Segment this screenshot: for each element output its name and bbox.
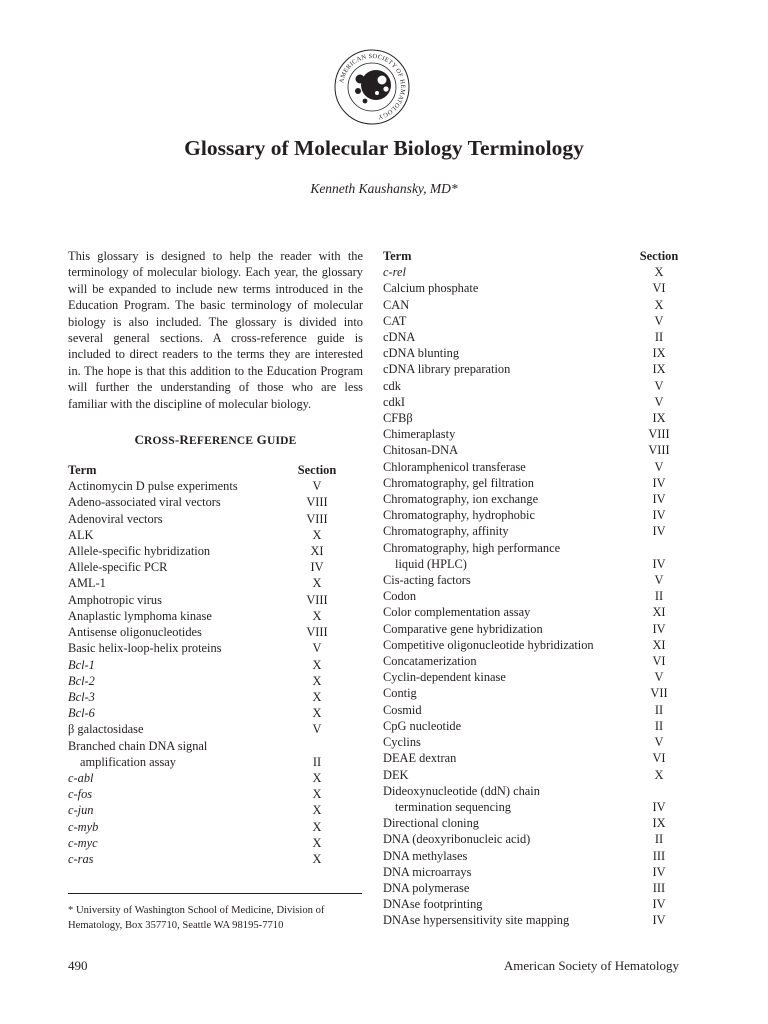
table-row — [383, 864, 683, 880]
table-row — [68, 721, 363, 737]
term-cell — [383, 669, 635, 685]
table-row — [383, 653, 683, 669]
term-text: c-ras — [68, 851, 94, 866]
section-cell: VI — [652, 751, 666, 766]
term-cell — [68, 673, 271, 689]
section-cell: X — [312, 689, 322, 704]
term-text: CpG nucleotide — [383, 718, 462, 733]
table-row — [383, 475, 683, 491]
term-text: Bcl-1 — [68, 657, 95, 672]
term-cell — [383, 912, 635, 928]
table-row — [68, 559, 363, 575]
term-cell — [68, 738, 271, 754]
term-cell — [68, 494, 271, 510]
section-cell: IV — [652, 864, 666, 879]
section-cell: V — [312, 641, 322, 656]
table-row — [383, 685, 683, 701]
section-cell: IV — [652, 897, 666, 912]
term-text: c-abl — [68, 770, 94, 785]
term-cell — [383, 329, 635, 345]
section-cell: V — [654, 735, 664, 750]
table-row — [383, 459, 683, 475]
table-row — [68, 802, 363, 818]
left-column — [68, 248, 363, 867]
section-cell: VI — [652, 281, 666, 296]
section-cell: X — [312, 608, 322, 623]
table-row — [383, 750, 683, 766]
term-text: Chimeraplasty — [383, 427, 456, 442]
term-text: Adenoviral vectors — [68, 511, 163, 526]
section-cell: V — [654, 313, 664, 328]
term-text: Chromatography, hydrophobic — [383, 508, 535, 523]
page-title: Glossary of Molecular Biology Terminology — [184, 136, 584, 160]
term-text: Cis-acting factors — [383, 573, 471, 588]
term-text: Contig — [383, 686, 417, 701]
table-row — [383, 848, 683, 864]
table-row — [68, 657, 363, 673]
section-cell: VIII — [306, 625, 328, 640]
term-text: termination sequencing — [395, 799, 511, 814]
term-text: cDNA — [383, 330, 416, 345]
term-cell — [68, 608, 271, 624]
section-cell: II — [654, 718, 664, 733]
section-cell: V — [312, 722, 322, 737]
term-text: Anaplastic lymphoma kinase — [68, 608, 212, 623]
right-column — [383, 248, 683, 929]
section-cell: VIII — [306, 592, 328, 607]
term-cell — [383, 264, 635, 280]
term-cell — [383, 734, 635, 750]
section-cell: XI — [652, 605, 666, 620]
term-cell — [68, 705, 271, 721]
section-cell: X — [312, 527, 322, 542]
term-text: Chromatography, ion exchange — [383, 492, 539, 507]
term-cell — [68, 819, 271, 835]
term-text: β galactosidase — [68, 722, 144, 737]
section-cell: VI — [652, 654, 666, 669]
term-cell — [383, 750, 635, 766]
section-cell: XI — [310, 544, 324, 559]
section-cell: IV — [310, 560, 324, 575]
section-cell: V — [654, 573, 664, 588]
section-cell — [271, 738, 363, 754]
table-row — [383, 313, 683, 329]
table-row — [383, 572, 683, 588]
table-row — [68, 786, 363, 802]
term-text: Concatamerization — [383, 654, 477, 669]
table-row — [383, 588, 683, 604]
term-text: c-rel — [383, 265, 406, 280]
table-row — [383, 880, 683, 896]
table-row — [68, 689, 363, 705]
table-row — [383, 507, 683, 523]
table-row — [68, 770, 363, 786]
term-text: amplification assay — [80, 754, 176, 769]
section-cell: VIII — [306, 511, 328, 526]
section-cell: X — [654, 297, 664, 312]
logo-ring-text: AMERICAN SOCIETY OF HEMATOLOGY — [338, 52, 407, 121]
term-cell — [68, 835, 271, 851]
table-row — [68, 640, 363, 656]
term-text: DNAse footprinting — [383, 897, 483, 912]
table-row — [383, 604, 683, 620]
term-column-header: Term — [383, 249, 412, 263]
term-text: Bcl-3 — [68, 689, 95, 704]
table-row — [68, 494, 363, 510]
section-cell: XI — [652, 637, 666, 652]
term-text: DEK — [383, 767, 409, 782]
term-cell — [383, 507, 635, 523]
table-row — [68, 624, 363, 640]
term-text: Branched chain DNA signal — [68, 738, 208, 753]
term-text: Adeno-associated viral vectors — [68, 495, 221, 510]
term-text: DNA (deoxyribonucleic acid) — [383, 832, 531, 847]
term-text: DNA microarrays — [383, 864, 472, 879]
table-row — [68, 754, 363, 770]
section-cell: II — [654, 702, 664, 717]
section-cell: X — [312, 657, 322, 672]
section-cell: X — [312, 835, 322, 850]
term-text: Codon — [383, 589, 417, 604]
term-text: Amphotropic virus — [68, 592, 162, 607]
term-cell — [383, 523, 635, 539]
section-cell: IX — [652, 362, 666, 377]
table-row — [383, 637, 683, 653]
term-text: Chitosan-DNA — [383, 443, 459, 458]
table-row — [383, 410, 683, 426]
term-column-header: Term — [68, 463, 97, 478]
term-cell — [383, 297, 635, 313]
section-column-header: Section — [639, 249, 679, 263]
term-cell — [68, 851, 271, 867]
term-cell — [68, 770, 271, 786]
table-row — [383, 702, 683, 718]
term-text: Cosmid — [383, 702, 422, 717]
term-text: CAN — [383, 297, 410, 312]
section-cell: VIII — [648, 443, 670, 458]
table-row — [68, 511, 363, 527]
term-cell — [68, 478, 271, 494]
term-cell — [68, 543, 271, 559]
section-cell: V — [654, 459, 664, 474]
table-row — [383, 426, 683, 442]
term-text: Allele-specific PCR — [68, 560, 168, 575]
term-cell — [68, 786, 271, 802]
cross-reference-table-left — [68, 462, 363, 867]
term-text: cDNA library preparation — [383, 362, 511, 377]
term-text: Cyclin-dependent kinase — [383, 670, 506, 685]
table-row — [68, 543, 363, 559]
section-cell: X — [312, 706, 322, 721]
term-text: cDNA blunting — [383, 346, 460, 361]
term-cell — [383, 475, 635, 491]
section-cell: VIII — [648, 427, 670, 442]
table-row — [383, 734, 683, 750]
term-cell — [383, 621, 635, 637]
section-cell — [635, 540, 683, 556]
table-row — [68, 608, 363, 624]
intro-paragraph: This glossary is designed to help the reader with the terminology of molecular biology. Each year, the glossary will be expanded to include new terms introduced in the Education Program. The basic terminology of molecular biology is also included. The glossary is divided into several general sections. A cross-reference guide is included to direct readers to the terms they are interested in. The hope is that this addition to the Education Program will further the understanding of those who are less familiar with the discipline of molecular biology. — [68, 249, 363, 411]
term-cell — [383, 604, 635, 620]
term-cell — [383, 588, 635, 604]
section-cell: III — [652, 880, 666, 895]
table-row — [68, 835, 363, 851]
term-cell — [68, 754, 271, 770]
section-cell: X — [312, 787, 322, 802]
term-cell — [383, 345, 635, 361]
term-text: Actinomycin D pulse experiments — [68, 479, 238, 494]
section-cell — [635, 783, 683, 799]
section-cell: IV — [652, 913, 666, 928]
term-cell — [68, 689, 271, 705]
table-row — [68, 851, 363, 867]
term-text: c-myb — [68, 819, 99, 834]
section-cell: IV — [652, 508, 666, 523]
term-cell — [383, 426, 635, 442]
term-cell — [383, 767, 635, 783]
section-cell: X — [312, 673, 322, 688]
section-cell: X — [654, 265, 664, 280]
term-text: Dideoxynucleotide (ddN) chain — [383, 783, 540, 798]
term-text: cdkI — [383, 394, 406, 409]
term-text: DNA polymerase — [383, 880, 470, 895]
table-row — [383, 280, 683, 296]
term-cell — [383, 459, 635, 475]
table-row — [383, 799, 683, 815]
term-cell — [383, 702, 635, 718]
term-text: Cyclins — [383, 735, 421, 750]
term-cell — [383, 556, 635, 572]
table-header-row — [68, 462, 363, 478]
table-row — [383, 491, 683, 507]
term-cell — [68, 640, 271, 656]
term-text: c-jun — [68, 803, 94, 818]
term-text: Color complementation assay — [383, 605, 531, 620]
table-header-row — [383, 248, 683, 264]
term-text: Bcl-6 — [68, 706, 95, 721]
table-row — [383, 815, 683, 831]
footnote-divider — [68, 893, 362, 894]
table-row — [68, 478, 363, 494]
section-cell: IV — [652, 492, 666, 507]
section-cell: X — [312, 576, 322, 591]
section-cell: VII — [650, 686, 668, 701]
table-row — [383, 896, 683, 912]
term-text: AML-1 — [68, 576, 106, 591]
term-cell — [383, 799, 635, 815]
table-row — [383, 669, 683, 685]
term-text: Chromatography, high performance — [383, 540, 561, 555]
table-row — [68, 738, 363, 754]
term-cell — [68, 527, 271, 543]
table-row — [68, 527, 363, 543]
section-cell: X — [654, 767, 664, 782]
term-cell — [383, 442, 635, 458]
term-text: DNA methylases — [383, 848, 468, 863]
term-cell — [68, 624, 271, 640]
table-row — [383, 556, 683, 572]
term-cell — [383, 361, 635, 377]
section-cell: V — [654, 378, 664, 393]
table-row — [383, 394, 683, 410]
term-text: c-fos — [68, 787, 93, 802]
page-number: 490 — [68, 958, 88, 973]
section-cell: IV — [652, 556, 666, 571]
term-cell — [383, 572, 635, 588]
term-text: Comparative gene hybridization — [383, 621, 543, 636]
author-line: Kenneth Kaushansky, MD* — [310, 181, 458, 196]
term-text: liquid (HPLC) — [395, 556, 467, 571]
section-cell: IX — [652, 346, 666, 361]
term-text: CFBβ — [383, 411, 413, 426]
term-cell — [383, 831, 635, 847]
table-row — [68, 592, 363, 608]
term-cell — [383, 783, 635, 799]
table-row — [383, 718, 683, 734]
term-text: Competitive oligonucleotide hybridization — [383, 637, 594, 652]
section-cell: IV — [652, 799, 666, 814]
term-text: Directional cloning — [383, 816, 479, 831]
cross-reference-heading: CROSS-REFERENCE GUIDE — [134, 432, 297, 448]
term-text: DNAse hypersensitivity site mapping — [383, 913, 570, 928]
term-text: Basic helix-loop-helix proteins — [68, 641, 222, 656]
section-cell: II — [654, 832, 664, 847]
term-cell — [383, 848, 635, 864]
footnote: * University of Washington School of Medicine, Division of Hematology, Box 357710, Seattle WA 98195-7710 — [68, 905, 325, 931]
section-cell: X — [312, 819, 322, 834]
term-cell — [383, 685, 635, 701]
table-row — [383, 912, 683, 928]
table-row — [383, 378, 683, 394]
journal-name: American Society of Hematology — [503, 958, 679, 973]
term-text: ALK — [68, 527, 94, 542]
term-text: Bcl-2 — [68, 673, 95, 688]
term-cell — [383, 880, 635, 896]
table-row — [383, 361, 683, 377]
term-text: Chromatography, gel filtration — [383, 475, 534, 490]
term-cell — [383, 718, 635, 734]
section-cell: II — [654, 589, 664, 604]
section-cell: IX — [652, 411, 666, 426]
section-cell: X — [312, 803, 322, 818]
term-cell — [383, 313, 635, 329]
term-text: Chloramphenicol transferase — [383, 459, 526, 474]
term-cell — [383, 394, 635, 410]
term-text: Allele-specific hybridization — [68, 544, 211, 559]
table-row — [68, 705, 363, 721]
cross-reference-table-right — [383, 248, 683, 929]
term-cell — [68, 575, 271, 591]
term-cell — [383, 896, 635, 912]
section-cell: VIII — [306, 495, 328, 510]
table-row — [383, 767, 683, 783]
table-row — [383, 329, 683, 345]
term-cell — [383, 410, 635, 426]
term-cell — [68, 592, 271, 608]
term-cell — [383, 864, 635, 880]
term-cell — [68, 802, 271, 818]
section-column-header: Section — [297, 463, 337, 478]
term-cell — [383, 653, 635, 669]
term-text: Chromatography, affinity — [383, 524, 509, 539]
term-text: Calcium phosphate — [383, 281, 479, 296]
table-row — [383, 442, 683, 458]
table-row — [383, 264, 683, 280]
table-row — [68, 575, 363, 591]
term-text: Antisense oligonucleotides — [68, 625, 202, 640]
term-cell — [383, 378, 635, 394]
term-text: DEAE dextran — [383, 751, 457, 766]
ash-logo — [334, 49, 410, 125]
table-row — [383, 831, 683, 847]
term-text: cdk — [383, 378, 401, 393]
section-cell: IV — [652, 621, 666, 636]
table-row — [68, 819, 363, 835]
table-row — [383, 540, 683, 556]
term-text: CAT — [383, 313, 407, 328]
table-row — [383, 783, 683, 799]
term-cell — [383, 540, 635, 556]
section-cell: IV — [652, 524, 666, 539]
term-cell — [383, 815, 635, 831]
section-cell: III — [652, 848, 666, 863]
term-cell — [68, 657, 271, 673]
table-row — [383, 345, 683, 361]
section-cell: IV — [652, 475, 666, 490]
table-row — [383, 523, 683, 539]
section-cell: X — [312, 851, 322, 866]
term-cell — [68, 559, 271, 575]
term-cell — [383, 491, 635, 507]
term-text: c-myc — [68, 835, 98, 850]
term-cell — [68, 511, 271, 527]
term-cell — [383, 637, 635, 653]
table-row — [383, 297, 683, 313]
section-cell: V — [654, 394, 664, 409]
term-cell — [383, 280, 635, 296]
table-row — [68, 673, 363, 689]
table-row — [383, 621, 683, 637]
section-cell: II — [312, 754, 322, 769]
section-cell: V — [654, 670, 664, 685]
section-cell: II — [654, 330, 664, 345]
section-cell: X — [312, 770, 322, 785]
section-cell: IX — [652, 816, 666, 831]
term-cell — [68, 721, 271, 737]
section-cell: V — [312, 479, 322, 494]
